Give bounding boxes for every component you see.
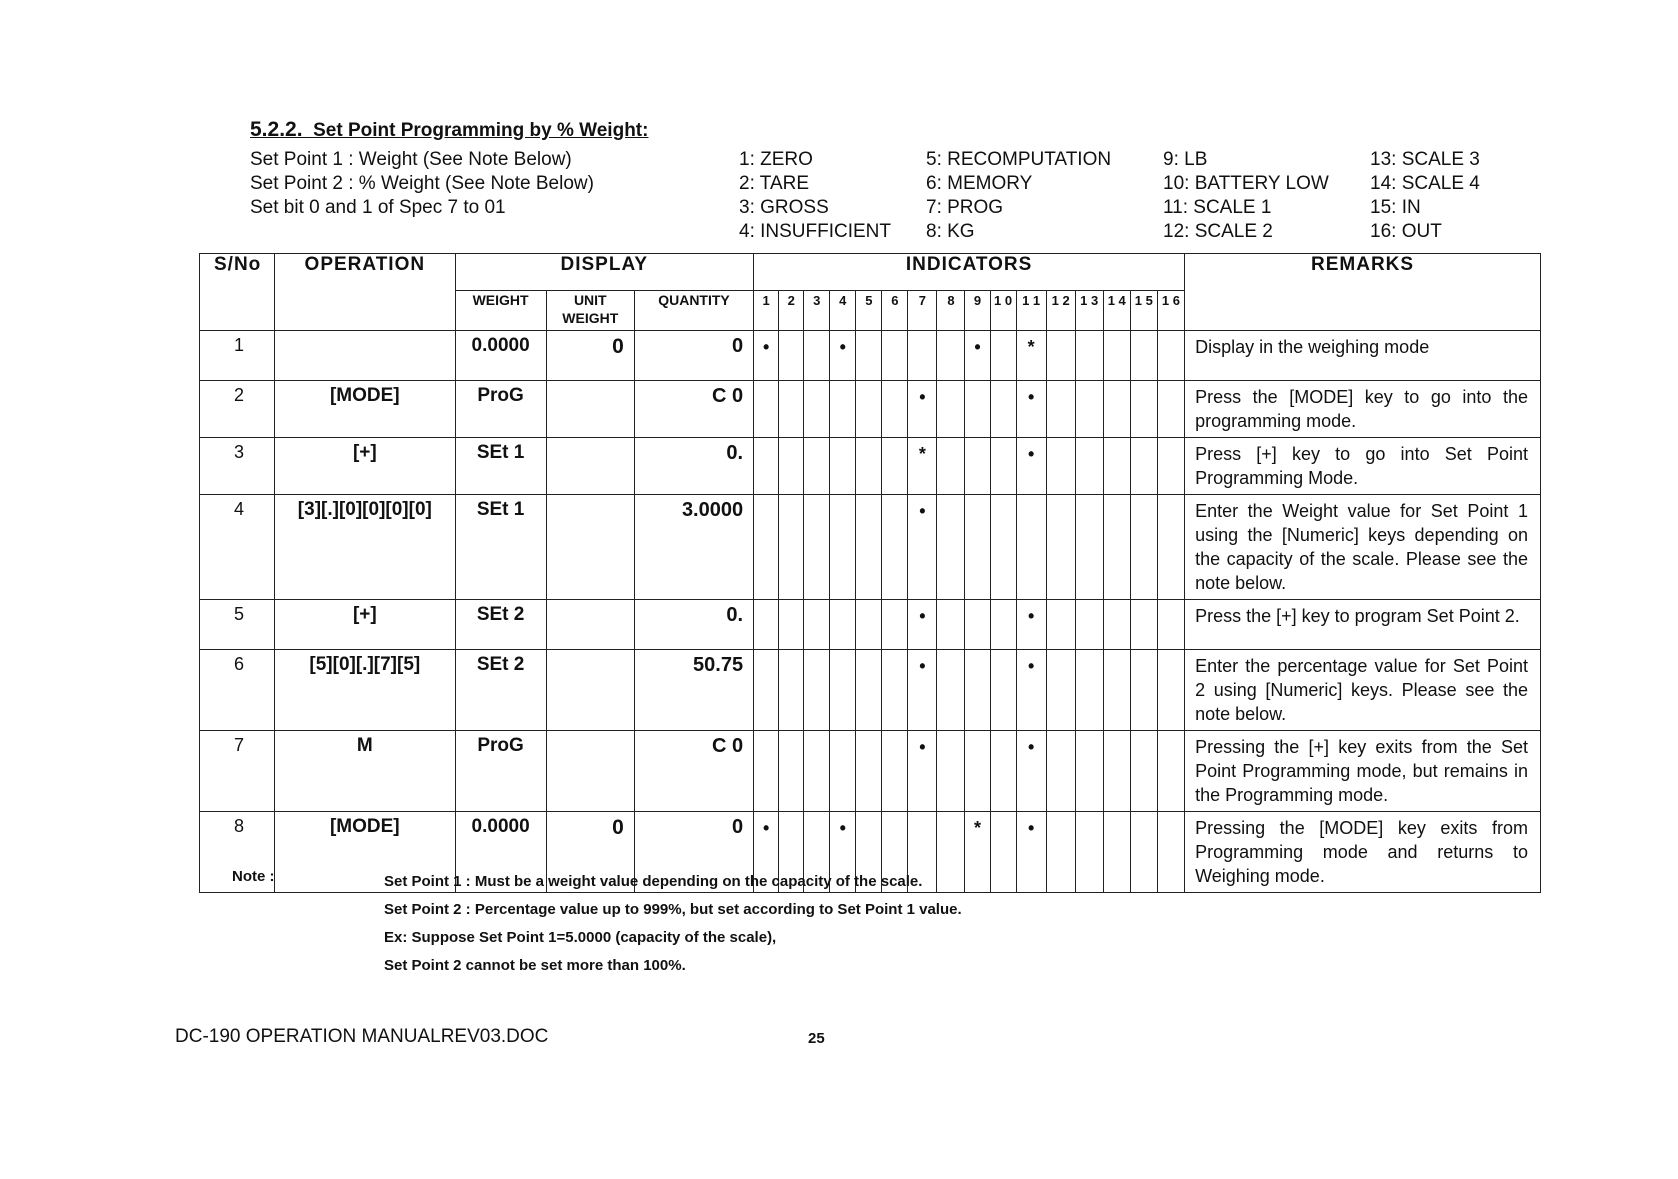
- row-display-unit-weight: 0: [546, 331, 634, 381]
- row-display-weight: SEt 1: [455, 438, 546, 495]
- row-indicator-5: [856, 438, 882, 495]
- row-indicator-16: [1157, 812, 1184, 893]
- row-indicator-1: [754, 438, 779, 495]
- row-display-weight: 0.0000: [455, 331, 546, 381]
- row-indicator-10: [990, 495, 1016, 600]
- legend-item: 11: SCALE 1: [1163, 197, 1272, 218]
- row-operation: M: [275, 731, 455, 812]
- row-indicator-5: [856, 331, 882, 381]
- row-indicator-12: [1046, 495, 1075, 600]
- legend-item: 6: MEMORY: [926, 173, 1033, 194]
- row-indicator-5: [856, 495, 882, 600]
- row-remarks: Enter the Weight value for Set Point 1 using the [Numeric] keys depending on the capacity of the scale. Please see the note below.: [1185, 495, 1541, 600]
- header-display: DISPLAY: [455, 254, 754, 291]
- row-indicator-5: [856, 381, 882, 438]
- row-operation: [+]: [275, 438, 455, 495]
- row-indicator-15: [1130, 812, 1157, 893]
- table-row: [200, 731, 1541, 812]
- row-indicator-11: [1016, 495, 1046, 600]
- row-indicator-10: [990, 731, 1016, 812]
- note-line: Ex: Suppose Set Point 1=5.0000 (capacity of the scale),: [384, 929, 777, 946]
- row-indicator-7: *: [908, 438, 937, 495]
- row-indicator-15: [1130, 438, 1157, 495]
- note-line: Set Point 1 : Must be a weight value depending on the capacity of the scale.: [384, 873, 923, 890]
- intro-line: Set Point 1 : Weight (See Note Below): [250, 149, 572, 170]
- row-indicator-9: [965, 381, 990, 438]
- row-indicator-15: [1130, 731, 1157, 812]
- row-remarks: Display in the weighing mode: [1185, 331, 1541, 381]
- header-operation: OPERATION: [275, 254, 455, 331]
- row-indicator-9: •: [965, 331, 990, 381]
- row-remarks: Pressing the [+] key exits from the Set Point Programming mode, but remains in the Programming mode.: [1185, 731, 1541, 812]
- setpoint-programming-table: [199, 253, 1541, 893]
- row-indicator-14: [1103, 650, 1130, 731]
- row-display-quantity: C 0: [634, 381, 753, 438]
- row-operation: [275, 331, 455, 381]
- row-indicator-16: [1157, 331, 1184, 381]
- row-operation: [3][.][0][0][0][0]: [275, 495, 455, 600]
- row-indicator-13: [1075, 650, 1103, 731]
- row-indicator-14: [1103, 731, 1130, 812]
- indicator-number-2: 2: [779, 291, 804, 331]
- row-indicator-2: [779, 495, 804, 600]
- row-indicator-15: [1130, 650, 1157, 731]
- row-indicator-6: [882, 331, 908, 381]
- row-indicator-6: [882, 731, 908, 812]
- row-remarks: Press [+] key to go into Set Point Programming Mode.: [1185, 438, 1541, 495]
- header-unit-weight: UNIT WEIGHT: [546, 291, 634, 331]
- row-indicator-8: [937, 438, 965, 495]
- row-indicator-12: [1046, 650, 1075, 731]
- section-title: [250, 118, 648, 142]
- table-row: [200, 650, 1541, 731]
- header-sno: S/No: [200, 254, 275, 331]
- row-indicator-2: [779, 438, 804, 495]
- header-weight: WEIGHT: [455, 291, 546, 331]
- row-operation: [5][0][.][7][5]: [275, 650, 455, 731]
- row-indicator-1: [754, 650, 779, 731]
- row-indicator-3: [804, 600, 830, 650]
- row-display-unit-weight: [546, 381, 634, 438]
- row-sno: 3: [200, 438, 275, 495]
- row-display-weight: SEt 2: [455, 650, 546, 731]
- row-indicator-4: [830, 495, 856, 600]
- row-display-quantity: 0.: [634, 600, 753, 650]
- indicator-number-12: 1 2: [1046, 291, 1075, 331]
- row-sno: 5: [200, 600, 275, 650]
- row-display-unit-weight: [546, 438, 634, 495]
- section-heading: Set Point Programming by % Weight:: [313, 120, 649, 141]
- row-indicator-11: *: [1016, 331, 1046, 381]
- row-indicator-9: [965, 495, 990, 600]
- row-display-quantity: 0.: [634, 438, 753, 495]
- row-indicator-16: [1157, 438, 1184, 495]
- row-indicator-13: [1075, 812, 1103, 893]
- legend-item: 13: SCALE 3: [1370, 149, 1480, 170]
- legend-item: 7: PROG: [926, 197, 1004, 218]
- row-remarks: Press the [+] key to program Set Point 2.: [1185, 600, 1541, 650]
- note-line: Set Point 2 : Percentage value up to 999%, but set according to Set Point 1 value.: [384, 901, 962, 918]
- row-operation: [MODE]: [275, 812, 455, 893]
- row-indicator-14: [1103, 381, 1130, 438]
- row-indicator-15: [1130, 381, 1157, 438]
- row-indicator-12: [1046, 731, 1075, 812]
- row-indicator-14: [1103, 812, 1130, 893]
- row-indicator-10: [990, 331, 1016, 381]
- row-indicator-11: •: [1016, 731, 1046, 812]
- row-sno: 7: [200, 731, 275, 812]
- row-indicator-10: [990, 438, 1016, 495]
- row-indicator-5: [856, 650, 882, 731]
- row-indicator-15: [1130, 331, 1157, 381]
- row-indicator-12: [1046, 438, 1075, 495]
- row-indicator-5: [856, 600, 882, 650]
- row-indicator-11: •: [1016, 438, 1046, 495]
- row-indicator-10: [990, 381, 1016, 438]
- legend-item: 4: INSUFFICIENT: [739, 221, 892, 242]
- row-indicator-8: [937, 331, 965, 381]
- row-indicator-16: [1157, 495, 1184, 600]
- row-indicator-8: [937, 731, 965, 812]
- row-sno: 4: [200, 495, 275, 600]
- row-indicator-13: [1075, 438, 1103, 495]
- row-indicator-13: [1075, 731, 1103, 812]
- row-indicator-9: *: [965, 812, 990, 893]
- legend-item: 10: BATTERY LOW: [1163, 173, 1329, 194]
- row-indicator-7: •: [908, 495, 937, 600]
- row-display-unit-weight: [546, 650, 634, 731]
- indicator-number-6: 6: [882, 291, 908, 331]
- row-indicator-3: [804, 495, 830, 600]
- row-indicator-8: [937, 600, 965, 650]
- row-display-unit-weight: [546, 495, 634, 600]
- row-indicator-12: [1046, 600, 1075, 650]
- row-indicator-1: •: [754, 812, 779, 893]
- legend-item: 16: OUT: [1370, 221, 1442, 242]
- indicator-number-15: 1 5: [1130, 291, 1157, 331]
- row-remarks: Press the [MODE] key to go into the programming mode.: [1185, 381, 1541, 438]
- row-indicator-9: [965, 438, 990, 495]
- row-indicator-2: [779, 650, 804, 731]
- row-indicator-2: [779, 331, 804, 381]
- row-indicator-3: [804, 650, 830, 731]
- row-indicator-16: [1157, 381, 1184, 438]
- row-indicator-11: •: [1016, 650, 1046, 731]
- indicator-number-14: 1 4: [1103, 291, 1130, 331]
- note-block: [384, 868, 962, 980]
- row-indicator-14: [1103, 331, 1130, 381]
- row-indicator-12: [1046, 331, 1075, 381]
- row-indicator-4: [830, 650, 856, 731]
- row-indicator-9: [965, 650, 990, 731]
- row-display-weight: ProG: [455, 381, 546, 438]
- legend-item: 2: TARE: [739, 173, 810, 194]
- row-indicator-16: [1157, 731, 1184, 812]
- legend-item: 14: SCALE 4: [1370, 173, 1480, 194]
- row-indicator-4: [830, 381, 856, 438]
- row-indicator-1: [754, 495, 779, 600]
- row-indicator-6: [882, 495, 908, 600]
- row-indicator-1: [754, 731, 779, 812]
- row-indicator-15: [1130, 495, 1157, 600]
- row-display-quantity: 0: [634, 331, 753, 381]
- note-line: Set Point 2 cannot be set more than 100%.: [384, 957, 686, 974]
- row-indicator-11: •: [1016, 600, 1046, 650]
- row-sno: 1: [200, 331, 275, 381]
- row-indicator-8: [937, 650, 965, 731]
- intro-line: Set bit 0 and 1 of Spec 7 to 01: [250, 197, 506, 218]
- row-indicator-8: [937, 381, 965, 438]
- row-indicator-7: •: [908, 381, 937, 438]
- row-display-quantity: 50.75: [634, 650, 753, 731]
- row-indicator-13: [1075, 331, 1103, 381]
- row-indicator-8: [937, 495, 965, 600]
- row-display-unit-weight: [546, 600, 634, 650]
- indicator-number-3: 3: [804, 291, 830, 331]
- row-indicator-14: [1103, 438, 1130, 495]
- row-indicator-6: [882, 381, 908, 438]
- intro-line: Set Point 2 : % Weight (See Note Below): [250, 173, 594, 194]
- row-remarks: Enter the percentage value for Set Point 2 using [Numeric] keys. Please see the note below.: [1185, 650, 1541, 731]
- row-indicator-11: •: [1016, 812, 1046, 893]
- row-indicator-9: [965, 600, 990, 650]
- row-indicator-7: •: [908, 600, 937, 650]
- row-indicator-12: [1046, 381, 1075, 438]
- indicator-number-7: 7: [908, 291, 937, 331]
- row-indicator-2: [779, 381, 804, 438]
- legend-item: 15: IN: [1370, 197, 1421, 218]
- indicator-number-1: 1: [754, 291, 779, 331]
- indicator-number-5: 5: [856, 291, 882, 331]
- indicator-number-8: 8: [937, 291, 965, 331]
- row-indicator-6: [882, 438, 908, 495]
- row-indicator-13: [1075, 600, 1103, 650]
- row-indicator-4: [830, 731, 856, 812]
- row-indicator-5: [856, 731, 882, 812]
- row-indicator-10: [990, 600, 1016, 650]
- row-indicator-6: [882, 650, 908, 731]
- note-label: Note :: [232, 868, 275, 885]
- indicator-legend-col-1: [739, 148, 891, 244]
- row-display-weight: 0.0000: [455, 812, 546, 893]
- row-indicator-3: [804, 381, 830, 438]
- row-indicator-15: [1130, 600, 1157, 650]
- row-display-quantity: C 0: [634, 731, 753, 812]
- row-display-unit-weight: [546, 731, 634, 812]
- row-indicator-10: [990, 650, 1016, 731]
- row-indicator-4: •: [830, 812, 856, 893]
- row-indicator-6: [882, 600, 908, 650]
- indicator-number-9: 9: [965, 291, 990, 331]
- table-row: [200, 381, 1541, 438]
- row-display-weight: SEt 2: [455, 600, 546, 650]
- legend-item: 8: KG: [926, 221, 975, 242]
- row-indicator-4: [830, 600, 856, 650]
- row-indicator-4: •: [830, 331, 856, 381]
- row-indicator-3: [804, 438, 830, 495]
- row-indicator-16: [1157, 650, 1184, 731]
- row-indicator-7: •: [908, 731, 937, 812]
- table-row: [200, 438, 1541, 495]
- legend-item: 9: LB: [1163, 149, 1208, 170]
- row-indicator-14: [1103, 600, 1130, 650]
- row-display-quantity: 3.0000: [634, 495, 753, 600]
- row-indicator-3: [804, 731, 830, 812]
- row-display-weight: ProG: [455, 731, 546, 812]
- row-indicator-12: [1046, 812, 1075, 893]
- row-indicator-13: [1075, 495, 1103, 600]
- row-indicator-13: [1075, 381, 1103, 438]
- legend-item: 5: RECOMPUTATION: [926, 149, 1112, 170]
- legend-item: 1: ZERO: [739, 149, 813, 170]
- header-remarks: REMARKS: [1185, 254, 1541, 331]
- row-sno: 2: [200, 381, 275, 438]
- row-indicator-1: [754, 381, 779, 438]
- row-display-unit-weight: 0: [546, 812, 634, 893]
- row-indicator-11: •: [1016, 381, 1046, 438]
- table-row: [200, 495, 1541, 600]
- row-indicator-9: [965, 731, 990, 812]
- row-sno: 8: [200, 812, 275, 893]
- row-display-weight: SEt 1: [455, 495, 546, 600]
- indicator-number-4: 4: [830, 291, 856, 331]
- legend-item: 12: SCALE 2: [1163, 221, 1273, 242]
- row-indicator-16: [1157, 600, 1184, 650]
- indicator-legend-col-2: [926, 148, 1111, 244]
- intro-block: [250, 148, 594, 220]
- legend-item: 3: GROSS: [739, 197, 829, 218]
- header-quantity: QUANTITY: [634, 291, 753, 331]
- row-operation: [+]: [275, 600, 455, 650]
- row-indicator-1: •: [754, 331, 779, 381]
- footer-document-name: DC-190 OPERATION MANUALREV03.DOC: [175, 1026, 549, 1047]
- header-indicators: INDICATORS: [754, 254, 1185, 291]
- row-indicator-4: [830, 438, 856, 495]
- row-indicator-2: [779, 731, 804, 812]
- table-row: [200, 600, 1541, 650]
- indicator-legend-col-3: [1163, 148, 1329, 244]
- indicator-legend-col-4: [1370, 148, 1480, 244]
- row-indicator-10: [990, 812, 1016, 893]
- table-row: [200, 331, 1541, 381]
- row-display-quantity: 0: [634, 812, 753, 893]
- row-indicator-7: [908, 331, 937, 381]
- row-indicator-3: [804, 331, 830, 381]
- indicator-number-16: 1 6: [1157, 291, 1184, 331]
- row-sno: 6: [200, 650, 275, 731]
- indicator-number-11: 1 1: [1016, 291, 1046, 331]
- row-operation: [MODE]: [275, 381, 455, 438]
- row-indicator-14: [1103, 495, 1130, 600]
- indicator-number-13: 1 3: [1075, 291, 1103, 331]
- page-number: 25: [808, 1030, 825, 1047]
- row-indicator-7: •: [908, 650, 937, 731]
- section-number: 5.2.2.: [250, 118, 303, 141]
- row-indicator-2: [779, 600, 804, 650]
- indicator-number-10: 1 0: [990, 291, 1016, 331]
- row-indicator-1: [754, 600, 779, 650]
- row-remarks: Pressing the [MODE] key exits from Programming mode and returns to Weighing mode.: [1185, 812, 1541, 893]
